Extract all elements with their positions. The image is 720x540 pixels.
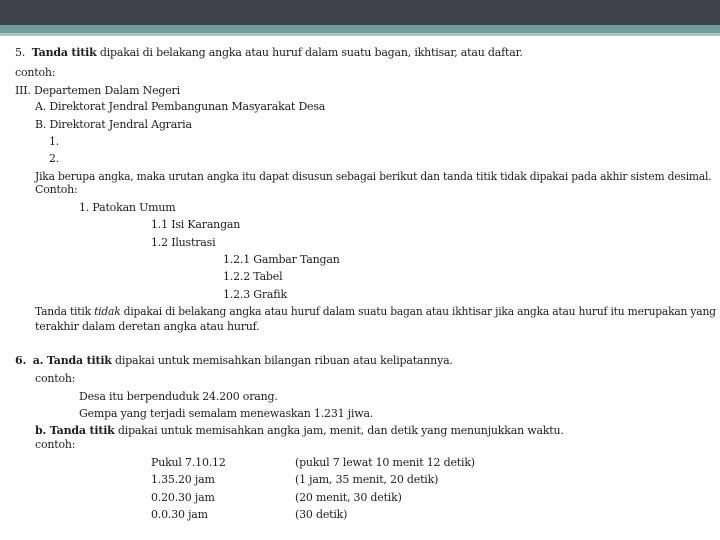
time-example: 0.0.30 jam bbox=[151, 508, 208, 521]
sec6a-example-1: Desa itu berpenduduk 24.200 orang. bbox=[79, 390, 278, 403]
sec6-heading-a bbox=[15, 354, 453, 368]
time-example: 1.35.20 jam bbox=[151, 473, 215, 486]
sec5-example-2: 2. bbox=[49, 152, 60, 165]
sec5-gambar-tangan: 1.2.1 Gambar Tangan bbox=[223, 253, 340, 266]
time-example: Pukul 7.10.12 bbox=[151, 456, 226, 469]
sec5-tabel: 1.2.2 Tabel bbox=[223, 270, 283, 283]
sec6a-text: dipakai untuk memisahkan bilangan ribuan atau kelipatannya. bbox=[111, 354, 453, 367]
sec6b-contoh-label: contoh: bbox=[35, 438, 76, 451]
sec5-example-b: B. Direktorat Jendral Agraria bbox=[35, 118, 192, 131]
time-explanation: (1 jam, 35 menit, 20 detik) bbox=[295, 473, 439, 486]
sec6-heading-b bbox=[35, 424, 564, 438]
sec5-number: 5. bbox=[15, 46, 26, 59]
sec5-tt-italic: tidak bbox=[94, 305, 121, 318]
sec6a-contoh-label: contoh: bbox=[35, 372, 76, 385]
sec5-isi-karangan: 1.1 Isi Karangan bbox=[151, 218, 241, 231]
sec5-contoh2-label: Contoh: bbox=[35, 183, 78, 196]
sec5-contoh-label: contoh: bbox=[15, 66, 56, 79]
slide-top-bar bbox=[0, 0, 720, 25]
sec5-tanda-titik-tidak-cont: terakhir dalam deretan angka atau huruf. bbox=[35, 320, 260, 333]
time-explanation: (pukul 7 lewat 10 menit 12 detik) bbox=[295, 456, 475, 469]
time-explanation: (30 detik) bbox=[295, 508, 348, 521]
sec6a-bold-term: a. Tanda titik bbox=[32, 354, 112, 367]
sec5-bold-term: Tanda titik bbox=[31, 46, 97, 59]
sec5-tt-lead: Tanda titik bbox=[35, 305, 95, 318]
time-example: 0.20.30 jam bbox=[151, 491, 215, 504]
sec5-example-1: 1. bbox=[49, 135, 60, 148]
sec5-heading-text: dipakai di belakang angka atau huruf dalam suatu bagan, ikhtisar, atau daftar. bbox=[96, 46, 523, 59]
sec5-jika-paragraph: Jika berupa angka, maka urutan angka itu dapat disusun sebagai berikut dan tanda titik tidak dipakai pada akhir sistem desimal. bbox=[35, 170, 712, 183]
sec5-patokan-umum: 1. Patokan Umum bbox=[79, 201, 176, 214]
sec6b-bold-term: b. Tanda titik bbox=[35, 424, 115, 437]
slide-accent-line bbox=[0, 33, 720, 36]
sec5-ilustrasi: 1.2 Ilustrasi bbox=[151, 236, 216, 249]
slide-accent-band bbox=[0, 25, 720, 33]
sec6a-example-2: Gempa yang terjadi semalam menewaskan 1.231 jiwa. bbox=[79, 407, 374, 420]
sec5-heading bbox=[15, 46, 523, 60]
sec5-tanda-titik-tidak bbox=[35, 305, 716, 319]
sec5-grafik: 1.2.3 Grafik bbox=[223, 288, 287, 301]
sec6b-text: dipakai untuk memisahkan angka jam, menit, dan detik yang menunjukkan waktu. bbox=[114, 424, 564, 437]
sec5-example-a: A. Direktorat Jendral Pembangunan Masyarakat Desa bbox=[35, 100, 326, 113]
sec6-number: 6. bbox=[15, 354, 27, 367]
sec5-example-iii: III. Departemen Dalam Negeri bbox=[15, 84, 180, 97]
sec5-tt-rest: dipakai di belakang angka atau huruf dalam suatu bagan atau ikhtisar jika angka atau huruf itu merupakan yang bbox=[120, 305, 716, 318]
time-explanation: (20 menit, 30 detik) bbox=[295, 491, 402, 504]
